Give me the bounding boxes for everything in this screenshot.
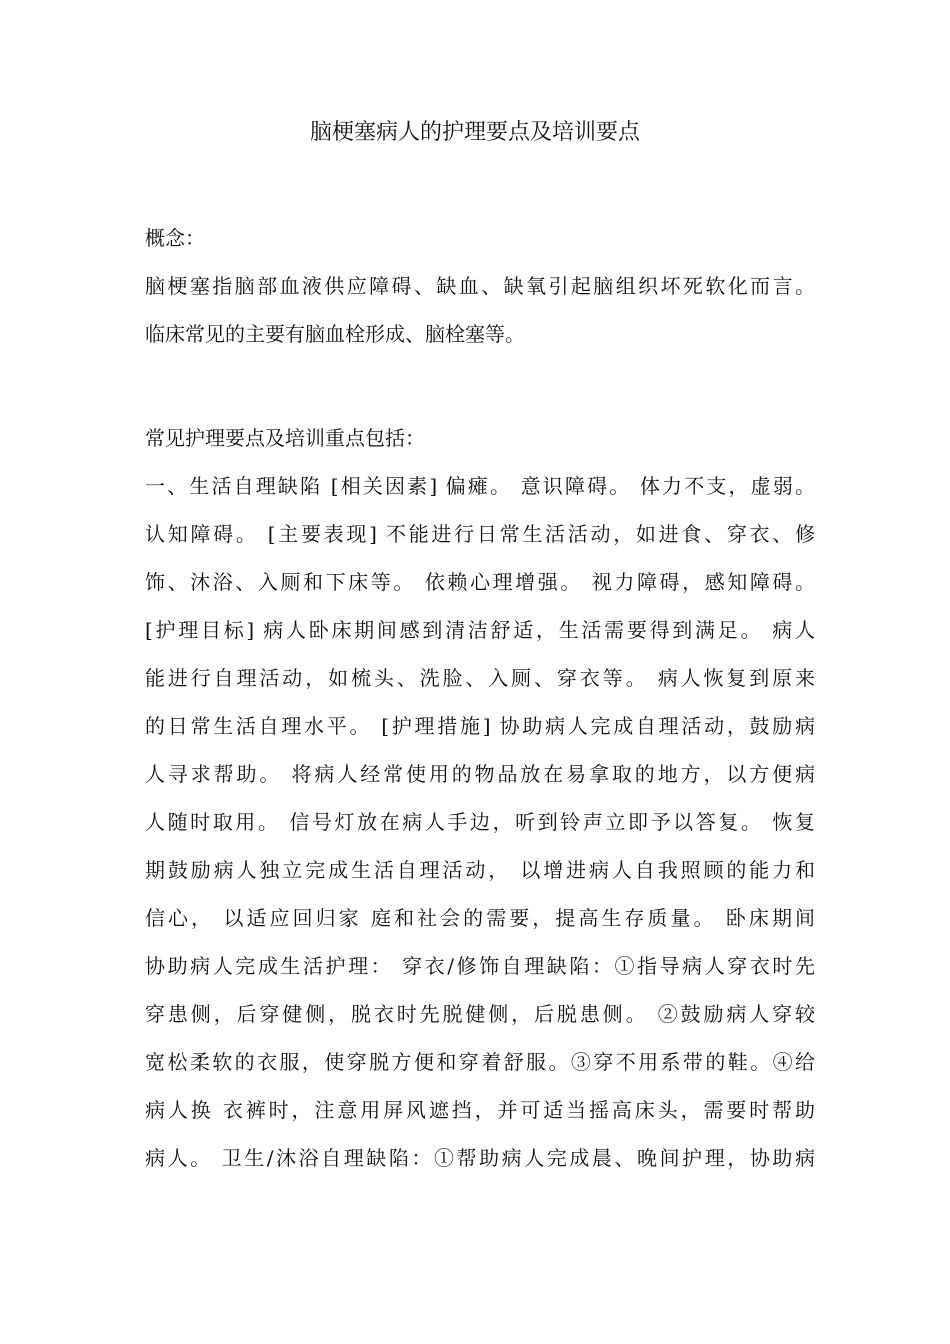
points-line: 宽松柔软的衣服，使穿脱方便和穿着舒服。③穿不用系带的鞋。④给 [145, 1050, 815, 1074]
points-line: 一、生活自理缺陷 [相关因素] 偏瘫。 意识障碍。 体力不支，虚弱。 [145, 474, 815, 498]
points-line: 信心， 以适应回归家 庭和社会的需要，提高生存质量。 卧床期间 [145, 906, 815, 930]
concept-line: 脑梗塞指脑部血液供应障碍、缺血、缺氧引起脑组织坏死软化而言。 [145, 274, 815, 298]
concept-body [145, 262, 815, 358]
points-heading: 常见护理要点及培训重点包括： [145, 426, 425, 450]
points-body [145, 462, 815, 1182]
points-line: 能进行自理活动，如梳头、洗脸、入厕、穿衣等。 病人恢复到原来 [145, 666, 815, 690]
points-line: 人随时取用。 信号灯放在病人手边，听到铃声立即予以答复。 恢复 [145, 810, 815, 834]
document-title: 脑梗塞病人的护理要点及培训要点 [309, 120, 640, 145]
points-line: 饰、沐浴、入厕和下床等。 依赖心理增强。 视力障碍，感知障碍。 [145, 570, 815, 594]
points-line: 病人。 卫生/沐浴自理缺陷：①帮助病人完成晨、晚间护理，协助病 [145, 1146, 815, 1170]
concept-line: 临床常见的主要有脑血栓形成、脑栓塞等。 [145, 322, 525, 346]
points-line: [护理目标] 病人卧床期间感到清洁舒适，生活需要得到满足。 病人 [145, 618, 815, 642]
points-line: 穿患侧，后穿健侧，脱衣时先脱健侧，后脱患侧。 ②鼓励病人穿较 [145, 1002, 815, 1026]
points-line: 病人换 衣裤时，注意用屏风遮挡，并可适当摇高床头，需要时帮助 [145, 1098, 815, 1122]
points-line: 认知障碍。 [主要表现] 不能进行日常生活活动，如进食、穿衣、修 [145, 522, 815, 546]
concept-label: 概念： [145, 226, 205, 250]
points-line: 的日常生活自理水平。 [护理措施] 协助病人完成自理活动，鼓励病 [145, 714, 815, 738]
points-line: 协助病人完成生活护理： 穿衣/修饰自理缺陷：①指导病人穿衣时先 [145, 954, 815, 978]
points-line: 期鼓励病人独立完成生活自理活动， 以增进病人自我照顾的能力和 [145, 858, 815, 882]
points-line: 人寻求帮助。 将病人经常使用的物品放在易拿取的地方，以方便病 [145, 762, 815, 786]
